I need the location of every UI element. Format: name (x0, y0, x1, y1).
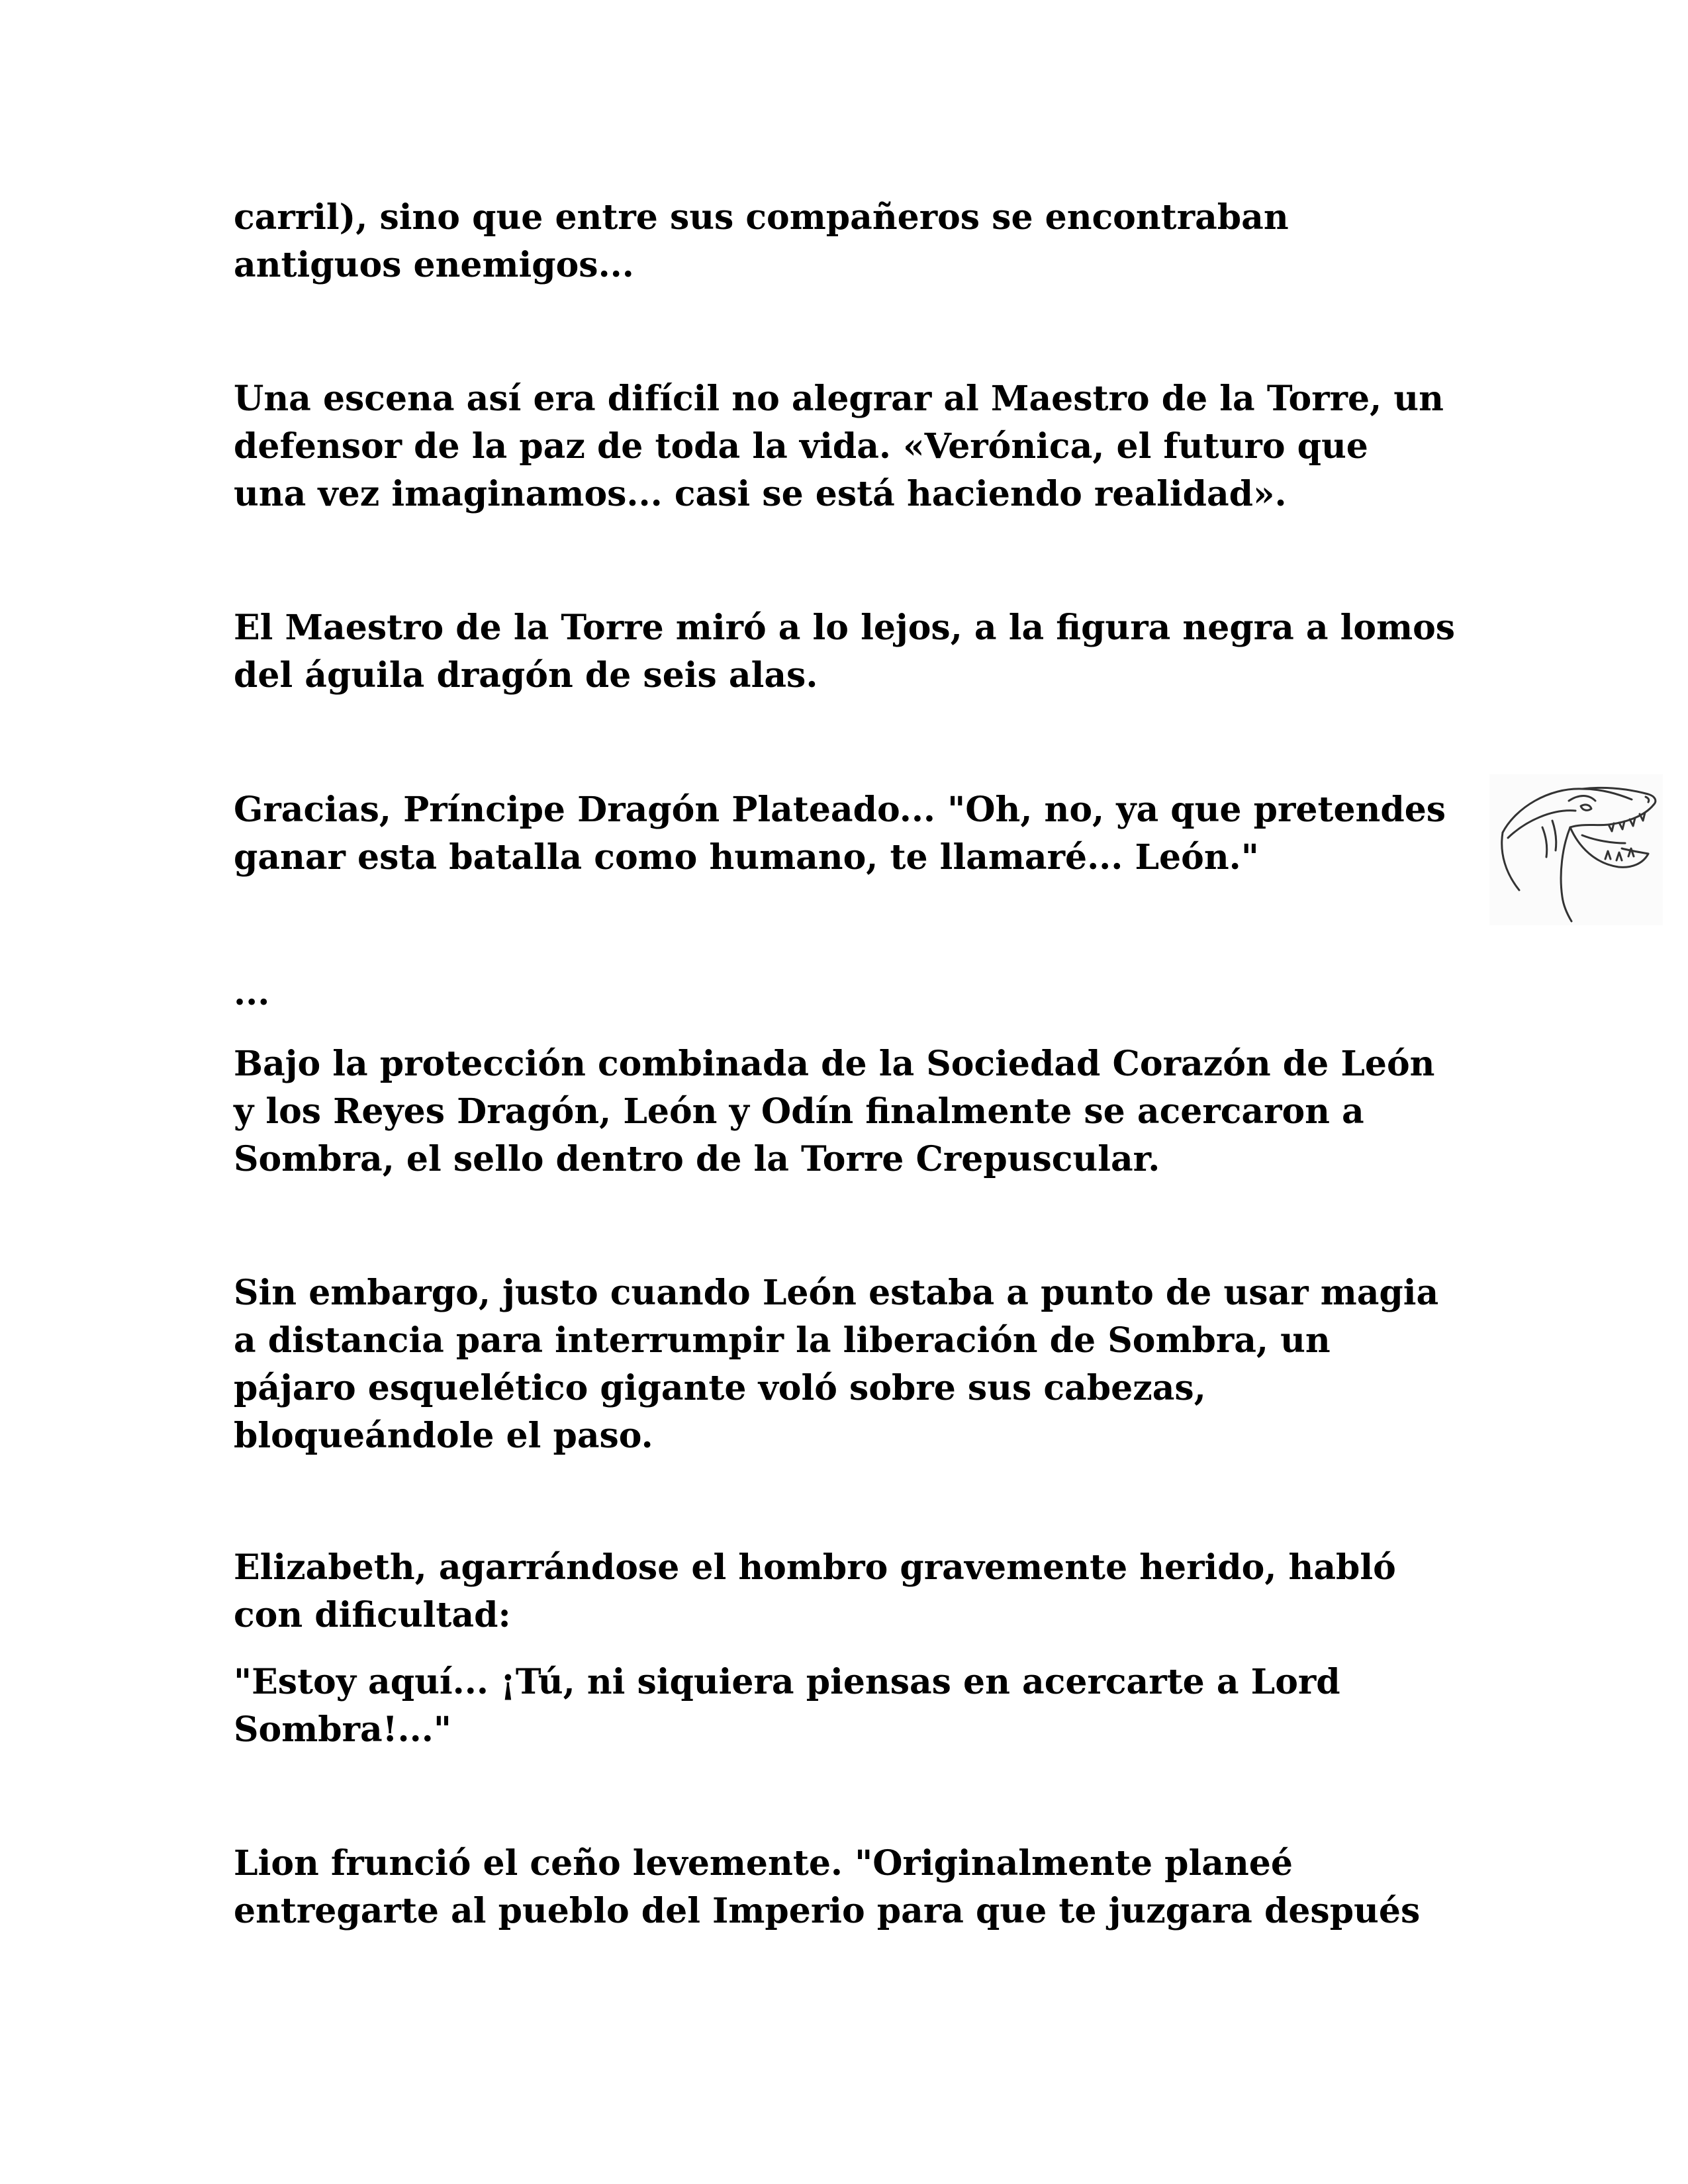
text-line: defensor de la paz de toda la vida. «Verónica, el futuro que (234, 426, 1368, 467)
paragraph (234, 1840, 1478, 1935)
text-line: "Estoy aquí... ¡Tú, ni siquiera piensas en acercarte a Lord (234, 1662, 1340, 1702)
paragraph (234, 786, 1478, 882)
text-line: con dificultad: (234, 1595, 511, 1635)
text-line: Elizabeth, agarrándose el hombro gravemente herido, habló (234, 1547, 1396, 1588)
text-line: El Maestro de la Torre miró a lo lejos, a la figura negra a lomos (234, 608, 1456, 648)
paragraph (234, 970, 1478, 1017)
text-line: ... (234, 973, 270, 1013)
paragraph (234, 1269, 1478, 1460)
paragraph (234, 1040, 1478, 1183)
text-line: Bajo la protección combinada de la Sociedad Corazón de León (234, 1044, 1435, 1084)
text-line: Una escena así era difícil no alegrar al Maestro de la Torre, un (234, 379, 1444, 419)
paragraph (234, 375, 1478, 518)
text-line: entregarte al pueblo del Imperio para que te juzgara después (234, 1891, 1421, 1931)
text-line: una vez imaginamos... casi se está haciendo realidad». (234, 474, 1287, 514)
dragon-head-sketch-icon (1489, 774, 1663, 925)
text-line: pájaro esquelético gigante voló sobre sus cabezas, (234, 1368, 1206, 1408)
text-line: a distancia para interrumpir la liberación de Sombra, un (234, 1320, 1331, 1361)
text-line: del águila dragón de seis alas. (234, 655, 818, 696)
text-line: Sombra, el sello dentro de la Torre Crepuscular. (234, 1139, 1160, 1179)
text-line: ganar esta batalla como humano, te llamaré... León." (234, 837, 1259, 878)
text-line: antiguos enemigos... (234, 245, 634, 285)
paragraph (234, 604, 1478, 700)
text-line: y los Reyes Dragón, León y Odín finalmente se acercaron a (234, 1091, 1364, 1132)
text-line: Gracias, Príncipe Dragón Plateado... "Oh, no, ya que pretendes (234, 790, 1446, 830)
text-line: Lion frunció el ceño levemente. "Originalmente planeé (234, 1843, 1293, 1884)
text-line: carril), sino que entre sus compañeros se encontraban (234, 197, 1289, 238)
text-line: bloqueándole el paso. (234, 1416, 653, 1456)
text-line: Sin embargo, justo cuando León estaba a punto de usar magia (234, 1273, 1439, 1313)
text-line: Sombra!..." (234, 1709, 451, 1750)
paragraph (234, 194, 1478, 289)
paragraph (234, 1544, 1478, 1639)
paragraph (234, 1659, 1478, 1754)
